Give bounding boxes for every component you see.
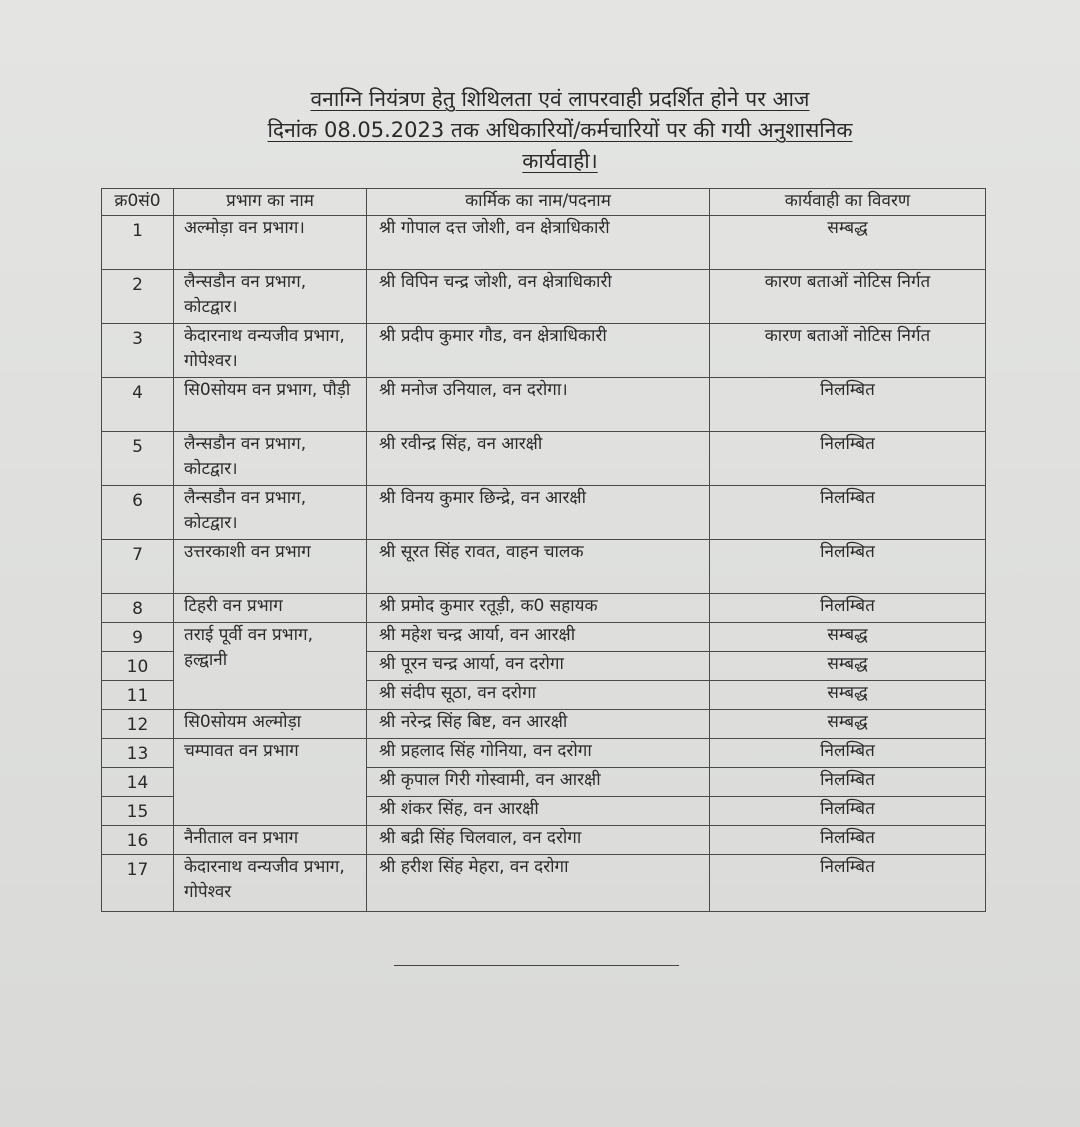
action-cell: सम्बद्ध bbox=[710, 710, 986, 739]
table-row bbox=[102, 324, 986, 378]
serial-cell: 9 bbox=[102, 623, 174, 652]
employee-cell: श्री विनय कुमार छिन्द्रे, वन आरक्षी bbox=[367, 486, 710, 540]
table-row bbox=[102, 623, 986, 652]
division-cell: केदारनाथ वन्यजीव प्रभाग, गोपेश्वर। bbox=[174, 324, 367, 378]
serial-cell: 6 bbox=[102, 486, 174, 540]
action-cell: निलम्बित bbox=[710, 594, 986, 623]
employee-cell: श्री बद्री सिंह चिलवाल, वन दरोगा bbox=[367, 826, 710, 855]
division-cell: केदारनाथ वन्यजीव प्रभाग, गोपेश्वर bbox=[174, 855, 367, 912]
table-row bbox=[102, 540, 986, 594]
serial-cell: 11 bbox=[102, 681, 174, 710]
action-cell: कारण बताओं नोटिस निर्गत bbox=[710, 324, 986, 378]
serial-cell: 12 bbox=[102, 710, 174, 739]
action-cell: निलम्बित bbox=[710, 797, 986, 826]
employee-cell: श्री नरेन्द्र सिंह बिष्ट, वन आरक्षी bbox=[367, 710, 710, 739]
employee-cell: श्री रवीन्द्र सिंह, वन आरक्षी bbox=[367, 432, 710, 486]
employee-cell: श्री कृपाल गिरी गोस्वामी, वन आरक्षी bbox=[367, 768, 710, 797]
title-line-1: वनाग्नि नियंत्रण हेतु शिथिलता एवं लापरवाही प्रदर्शित होने पर आज bbox=[310, 87, 810, 111]
header-action: कार्यवाही का विवरण bbox=[710, 189, 986, 216]
serial-cell: 14 bbox=[102, 768, 174, 797]
action-cell: कारण बताओं नोटिस निर्गत bbox=[710, 270, 986, 324]
table-row bbox=[102, 378, 986, 432]
serial-cell: 2 bbox=[102, 270, 174, 324]
table-row bbox=[102, 594, 986, 623]
serial-cell: 1 bbox=[102, 216, 174, 270]
division-cell: टिहरी वन प्रभाग bbox=[174, 594, 367, 623]
table-row bbox=[102, 826, 986, 855]
action-cell: निलम्बित bbox=[710, 739, 986, 768]
header-employee: कार्मिक का नाम/पदनाम bbox=[367, 189, 710, 216]
employee-cell: श्री पूरन चन्द्र आर्या, वन दरोगा bbox=[367, 652, 710, 681]
division-cell: नैनीताल वन प्रभाग bbox=[174, 826, 367, 855]
action-cell: सम्बद्ध bbox=[710, 652, 986, 681]
document-title bbox=[150, 84, 970, 177]
division-cell: लैन्सडौन वन प्रभाग, कोटद्वार। bbox=[174, 432, 367, 486]
serial-cell: 16 bbox=[102, 826, 174, 855]
employee-cell: श्री प्रहलाद सिंह गोनिया, वन दरोगा bbox=[367, 739, 710, 768]
disciplinary-action-table bbox=[101, 188, 986, 912]
division-cell: सि0सोयम अल्मोड़ा bbox=[174, 710, 367, 739]
serial-cell: 3 bbox=[102, 324, 174, 378]
table-header-row bbox=[102, 189, 986, 216]
title-line-2: दिनांक 08.05.2023 तक अधिकारियों/कर्मचारियों पर की गयी अनुशासनिक bbox=[267, 118, 853, 142]
serial-cell: 7 bbox=[102, 540, 174, 594]
division-cell: तराई पूर्वी वन प्रभाग, हल्द्वानी bbox=[174, 623, 367, 710]
header-division: प्रभाग का नाम bbox=[174, 189, 367, 216]
employee-cell: श्री महेश चन्द्र आर्या, वन आरक्षी bbox=[367, 623, 710, 652]
end-divider-line bbox=[394, 965, 679, 966]
table-row bbox=[102, 739, 986, 768]
action-cell: निलम्बित bbox=[710, 378, 986, 432]
employee-cell: श्री गोपाल दत्त जोशी, वन क्षेत्राधिकारी bbox=[367, 216, 710, 270]
table-row bbox=[102, 486, 986, 540]
division-cell: चम्पावत वन प्रभाग bbox=[174, 739, 367, 826]
header-serial: क्र0सं0 bbox=[102, 189, 174, 216]
action-cell: सम्बद्ध bbox=[710, 623, 986, 652]
title-line-3: कार्यवाही। bbox=[522, 149, 598, 173]
action-cell: निलम्बित bbox=[710, 432, 986, 486]
employee-cell: श्री शंकर सिंह, वन आरक्षी bbox=[367, 797, 710, 826]
table-row bbox=[102, 216, 986, 270]
serial-cell: 13 bbox=[102, 739, 174, 768]
table-row bbox=[102, 710, 986, 739]
table-row bbox=[102, 855, 986, 912]
action-cell: निलम्बित bbox=[710, 540, 986, 594]
employee-cell: श्री प्रमोद कुमार रतूड़ी, क0 सहायक bbox=[367, 594, 710, 623]
action-cell: सम्बद्ध bbox=[710, 216, 986, 270]
division-cell: सि0सोयम वन प्रभाग, पौड़ी bbox=[174, 378, 367, 432]
serial-cell: 10 bbox=[102, 652, 174, 681]
action-cell: निलम्बित bbox=[710, 768, 986, 797]
division-cell: अल्मोड़ा वन प्रभाग। bbox=[174, 216, 367, 270]
action-cell: निलम्बित bbox=[710, 826, 986, 855]
employee-cell: श्री संदीप सूठा, वन दरोगा bbox=[367, 681, 710, 710]
table-row bbox=[102, 432, 986, 486]
division-cell: लैन्सडौन वन प्रभाग, कोटद्वार। bbox=[174, 270, 367, 324]
employee-cell: श्री विपिन चन्द्र जोशी, वन क्षेत्राधिकारी bbox=[367, 270, 710, 324]
employee-cell: श्री मनोज उनियाल, वन दरोगा। bbox=[367, 378, 710, 432]
employee-cell: श्री प्रदीप कुमार गौड, वन क्षेत्राधिकारी bbox=[367, 324, 710, 378]
action-cell: निलम्बित bbox=[710, 486, 986, 540]
serial-cell: 17 bbox=[102, 855, 174, 912]
serial-cell: 4 bbox=[102, 378, 174, 432]
employee-cell: श्री सूरत सिंह रावत, वाहन चालक bbox=[367, 540, 710, 594]
serial-cell: 5 bbox=[102, 432, 174, 486]
division-cell: लैन्सडौन वन प्रभाग, कोटद्वार। bbox=[174, 486, 367, 540]
division-cell: उत्तरकाशी वन प्रभाग bbox=[174, 540, 367, 594]
employee-cell: श्री हरीश सिंह मेहरा, वन दरोगा bbox=[367, 855, 710, 912]
action-cell: सम्बद्ध bbox=[710, 681, 986, 710]
serial-cell: 8 bbox=[102, 594, 174, 623]
serial-cell: 15 bbox=[102, 797, 174, 826]
action-cell: निलम्बित bbox=[710, 855, 986, 912]
table-row bbox=[102, 270, 986, 324]
